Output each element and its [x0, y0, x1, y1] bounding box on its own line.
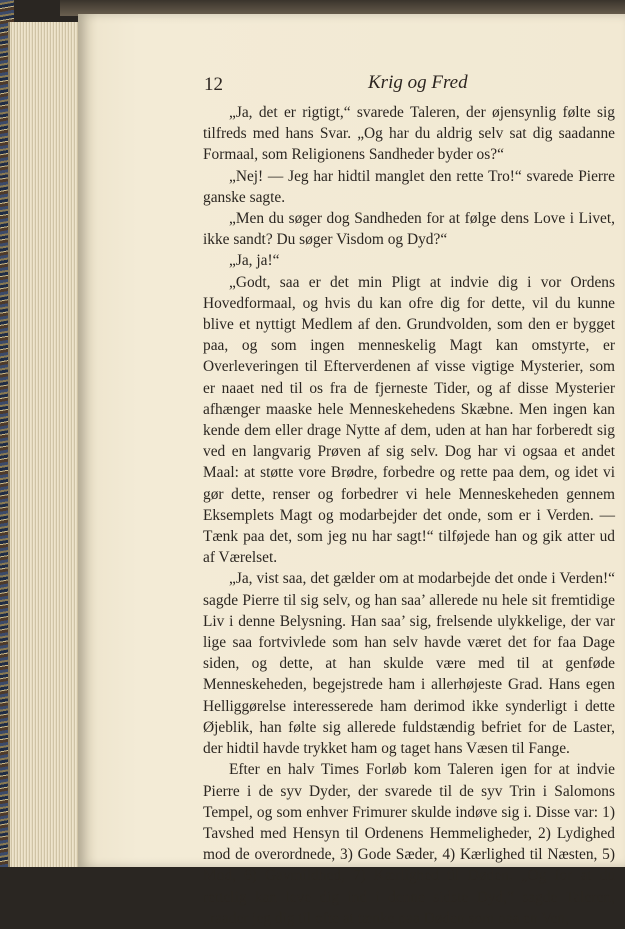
paragraph: Efter en halv Times Forløb kom Taleren igen for at indvie Pierre i de syv Dyder, der svarede til de syv Trin i Salomons Tempel, og som enhver Frimurer skulde indøve sig i. Disse var: 1) Tavshed med Hensyn til Ordenens Hemmeligheder, 2) Lydighed mod de overordnede, 3) Gode Sæder, 4) Kærlighed til Næsten, 5) Mod, 6) Gavmildhed, 7) Kærlighed til Døden. „Og for at du rettelig kan leve dig ind i denne sidste Dyd,“ sagde Taleren, „raader jeg dig til ofte at tænke paa Døden som paa en Ven,: [203, 761, 615, 927]
paragraph: „Ja, vist saa, det gælder om at modarbejde det onde i Verden!“ sagde Pierre til sig selv, og han saa’ allerede nu hele sit fremtidige Liv i denne Belysning. Han saa’ sig, frelsende ulykkelige, der var lige saa fortvivlede som han selv havde været det for faa Dage siden, og dette, at han skulde være med til at genføde Menneskeheden, begejstrede ham i allerhøjeste Grad. Hans egen Helliggørelse interesserede ham derimod ikke synderligt i dette Øjeblik, han følte sig allerede fuldstændig befriet for de Laster, der hidtil havde trykket ham og taget hans Væsen til Fange.: [203, 570, 615, 758]
paragraph: „Ja, det er rigtigt,“ svarede Taleren, der øjensynlig følte sig tilfreds med hans Svar. „Og har du aldrig selv sat dig saadanne Formaal, som Religionens Sandheder byder os?“: [203, 104, 615, 164]
paragraph: „Godt, saa er det min Pligt at indvie dig i vor Ordens Hovedformaal, og hvis du kan ofre dig for dette, vil du kunne blive et nyttigt Medlem af den. Grundvolden, som den er bygget paa, og som ingen menneskelig Magt kan omstyrte, er Overleveringen til Efterverdenen af visse vigtige Mysterier, som er naaet ned til os fra de fjerneste Tider, og af disse Mysterier afhænger maaske hele Menneskehedens Skæbne. Men ingen kan kende dem eller drage Nytte af dem, uden at han har forberedt sig ved en langvarig Prøven af sig selv. Dog har vi ogsaa et andet Maal: at støtte vore Brødre, forbedre og rette paa dem, og idet vi gør dette, renser og forbedrer vi hele Menneskeheden gennem Eksemplets Magt og modarbejder det onde, som er i Verden. — Tænk paa det, som jeg nu har sagt!“ tilføjede han og gik atter ud af Værelset.: [203, 273, 615, 567]
page-number: 12: [204, 74, 223, 95]
paragraph: „Nej! — Jeg har hidtil manglet den rette Tro!“ svarede Pierre ganske sagte.: [203, 167, 615, 206]
page-stack-edge: [8, 22, 82, 867]
running-title: Krig og Fred: [368, 72, 468, 93]
body-text: [203, 102, 615, 929]
page-header: [204, 72, 625, 96]
paragraph: „Ja, ja!“: [229, 252, 280, 270]
paragraph: „Men du søger dog Sandheden for at følge dens Love i Livet, ikke sandt? Du søger Visdom og Dyd?“: [203, 210, 615, 249]
